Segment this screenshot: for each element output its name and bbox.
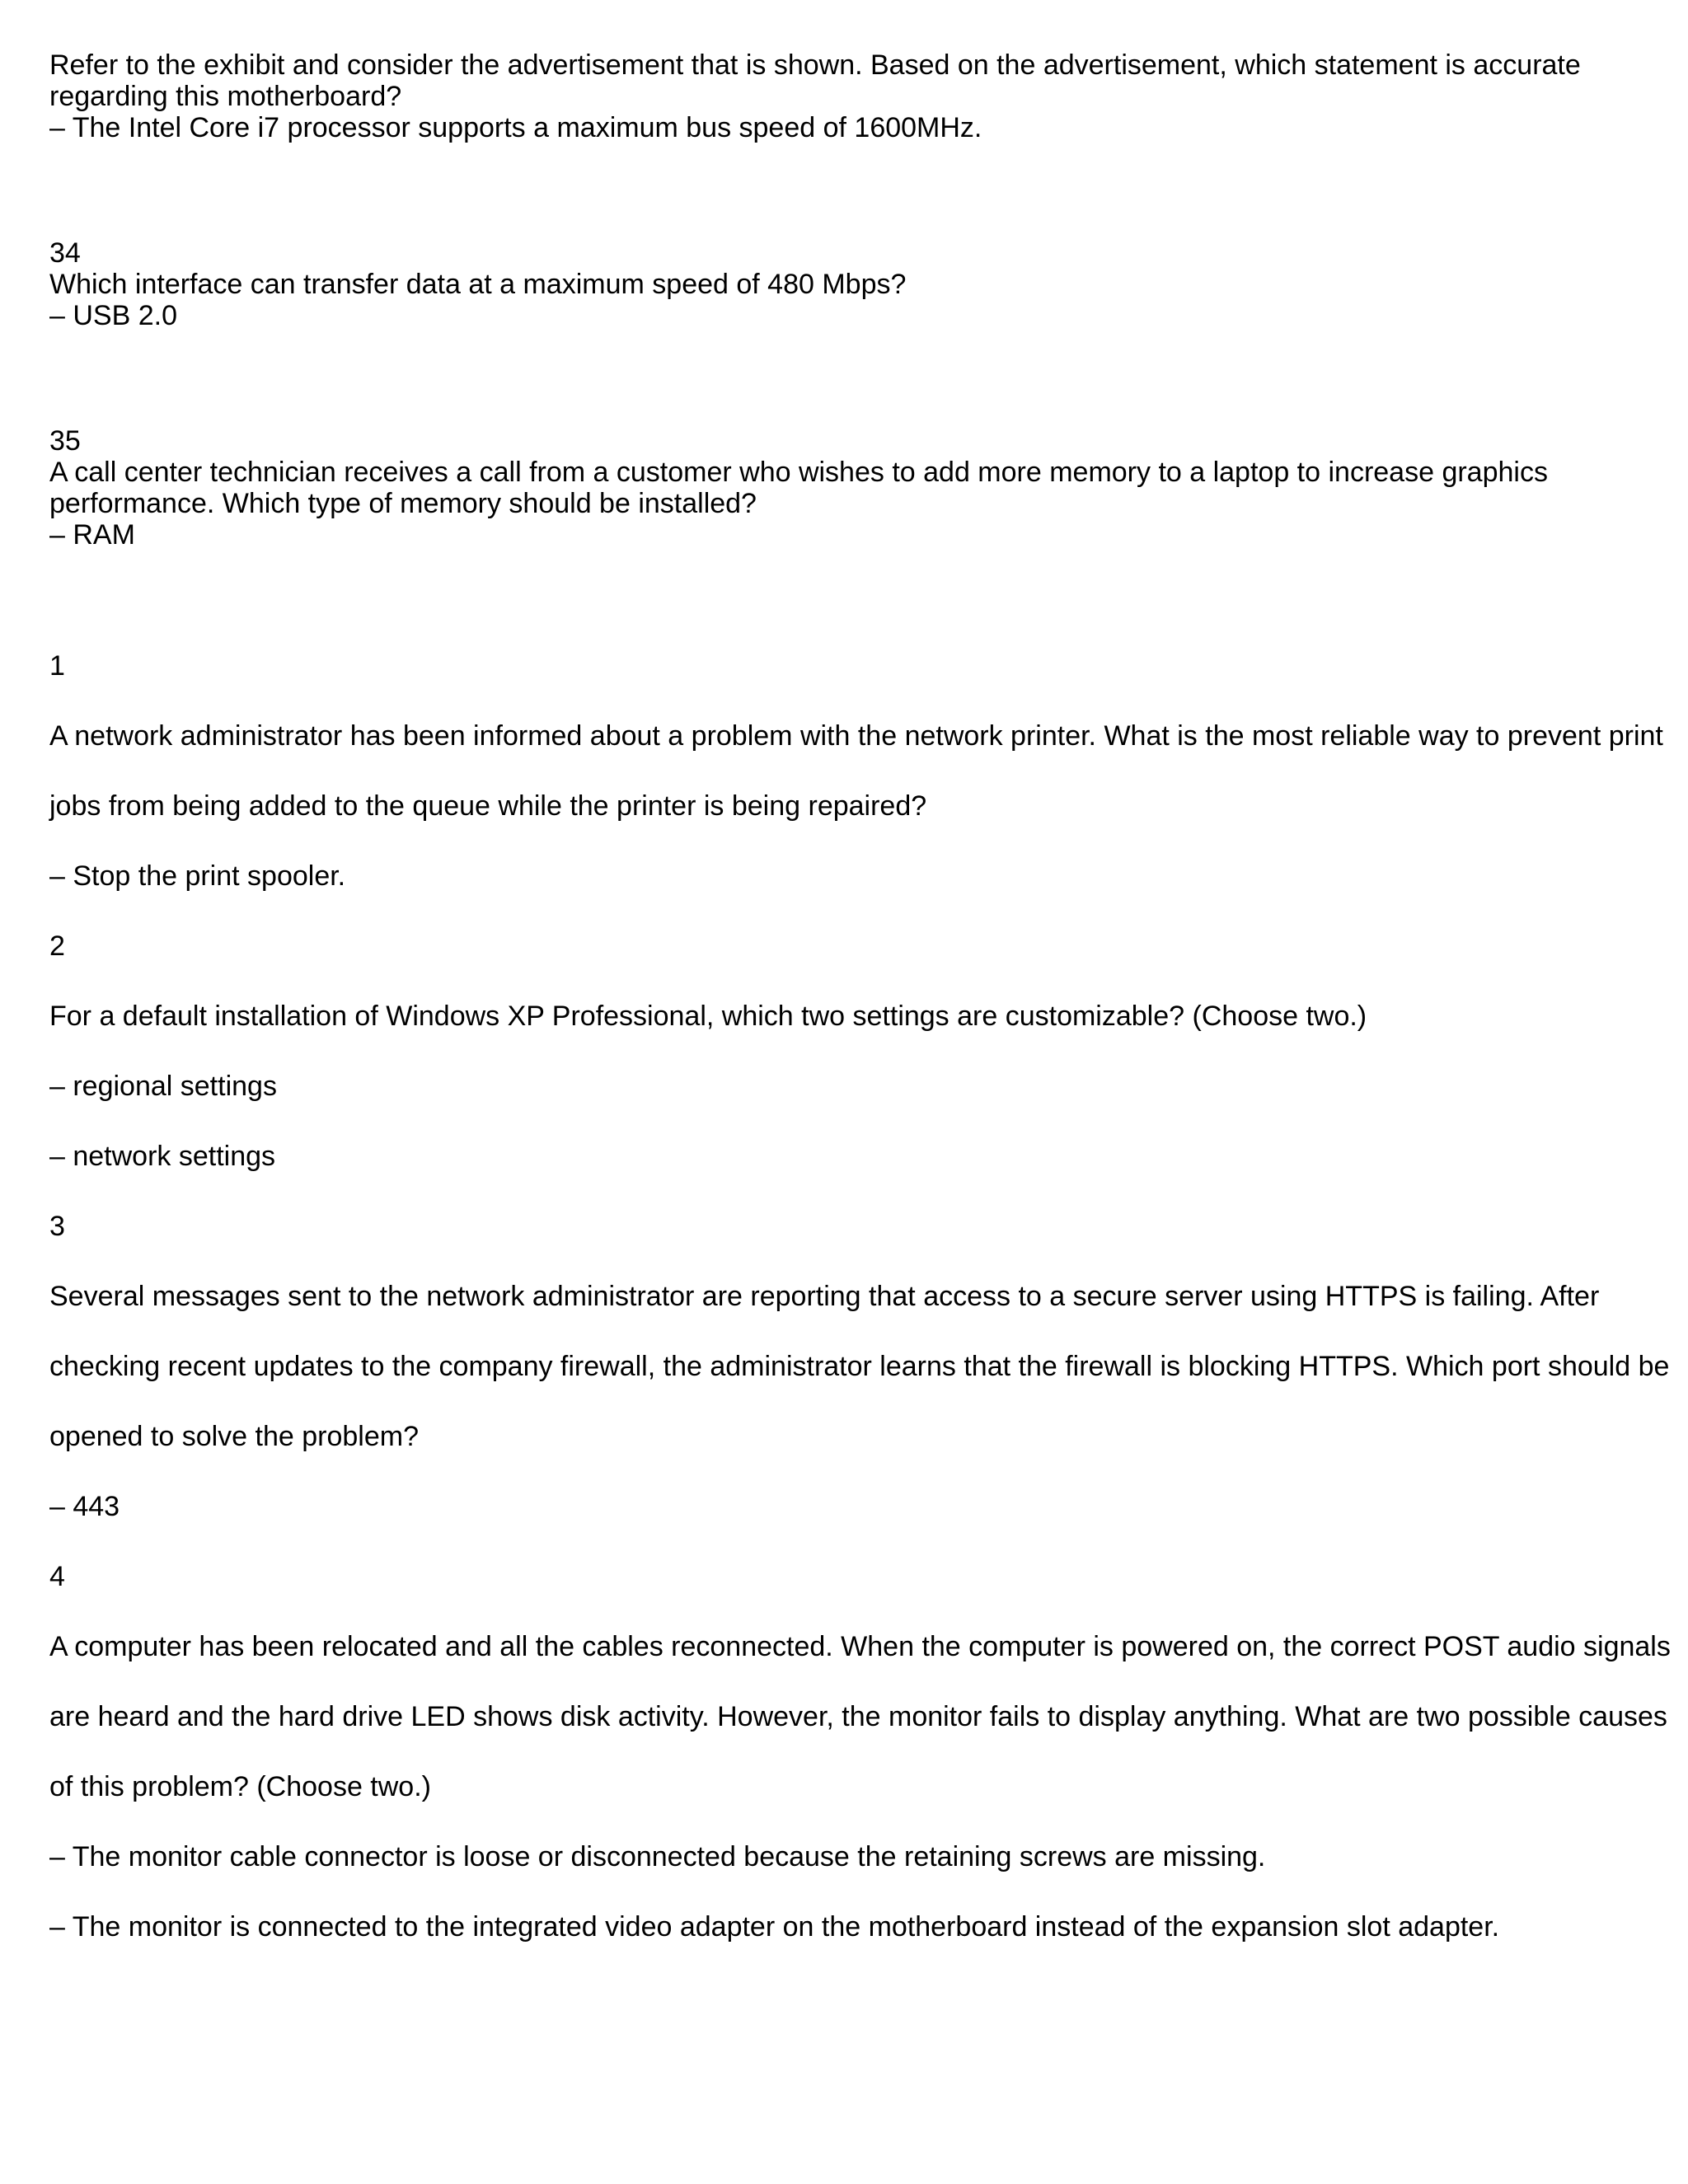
q33-question-line1: Refer to the exhibit and consider the advertisement that is shown. Based on the advertisement, which statement is accurate bbox=[49, 49, 1581, 81]
q4-number: 4 bbox=[49, 1561, 65, 1592]
spacer bbox=[49, 331, 1640, 425]
q35-question-line1: A call center technician receives a call from a customer who wishes to add more memory to a laptop to increase graphics bbox=[49, 457, 1548, 488]
q3-answer: – 443 bbox=[49, 1491, 120, 1522]
q34-answer: – USB 2.0 bbox=[49, 300, 177, 331]
q35-question-line2: performance. Which type of memory should be installed? bbox=[49, 488, 757, 519]
q4-answer-2: – The monitor is connected to the integrated video adapter on the motherboard instead of the expansion slot adapter. bbox=[49, 1911, 1500, 1943]
q3-question-line3: opened to solve the problem? bbox=[49, 1421, 419, 1452]
q35-answer: – RAM bbox=[49, 519, 135, 551]
q4-question-line3: of this problem? (Choose two.) bbox=[49, 1771, 431, 1802]
q3-question-line1: Several messages sent to the network administrator are reporting that access to a secure server using HTTPS is failing. After bbox=[49, 1281, 1600, 1312]
q35-number: 35 bbox=[49, 425, 81, 457]
bottom-section bbox=[49, 650, 1671, 1981]
q1-question-line1: A network administrator has been informed about a problem with the network printer. What is the most reliable way to prevent print bbox=[49, 720, 1663, 752]
q4-question-line1: A computer has been relocated and all the cables reconnected. When the computer is powered on, the correct POST audio signals bbox=[49, 1631, 1671, 1662]
q4-answer-1: – The monitor cable connector is loose or disconnected because the retaining screws are missing. bbox=[49, 1841, 1266, 1872]
q1-number: 1 bbox=[49, 650, 65, 682]
q2-answer-2: – network settings bbox=[49, 1141, 276, 1172]
q2-answer-1: – regional settings bbox=[49, 1071, 277, 1102]
q1-answer: – Stop the print spooler. bbox=[49, 860, 346, 892]
q34-question: Which interface can transfer data at a maximum speed of 480 Mbps? bbox=[49, 269, 907, 300]
top-section bbox=[49, 49, 1640, 551]
q3-question-line2: checking recent updates to the company firewall, the administrator learns that the firewall is blocking HTTPS. Which port should be bbox=[49, 1351, 1670, 1382]
q2-number: 2 bbox=[49, 930, 65, 962]
q33-answer: – The Intel Core i7 processor supports a maximum bus speed of 1600MHz. bbox=[49, 112, 982, 143]
q2-question: For a default installation of Windows XP Professional, which two settings are customizable? (Choose two.) bbox=[49, 1001, 1367, 1032]
q33-question-line2: regarding this motherboard? bbox=[49, 81, 402, 112]
q1-question-line2: jobs from being added to the queue while the printer is being repaired? bbox=[49, 790, 927, 822]
q34-number: 34 bbox=[49, 237, 81, 269]
q4-question-line2: are heard and the hard drive LED shows disk activity. However, the monitor fails to display anything. What are two possible causes bbox=[49, 1701, 1667, 1732]
q3-number: 3 bbox=[49, 1211, 65, 1242]
spacer bbox=[49, 143, 1640, 237]
